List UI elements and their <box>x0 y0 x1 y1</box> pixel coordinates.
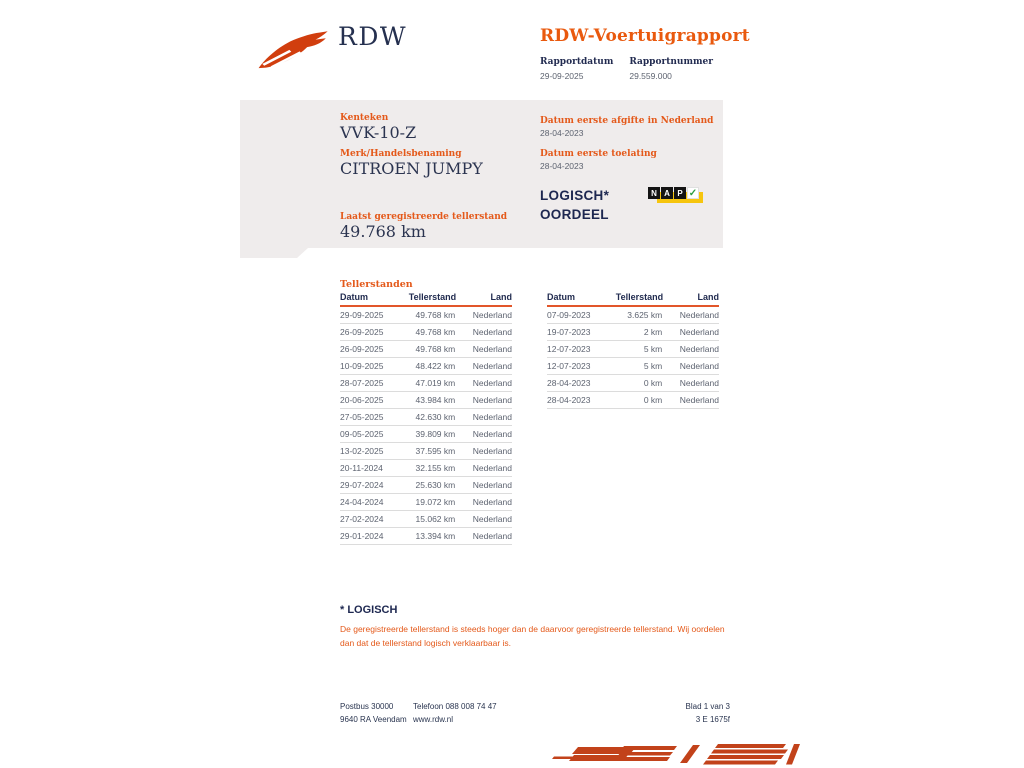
nap-letter-a: A <box>661 187 673 199</box>
rdw-wordmark: RDW <box>338 22 408 51</box>
table-cell: 39.809 km <box>409 426 455 443</box>
report-number-value: 29.559.000 <box>629 71 672 81</box>
table-cell: Nederland <box>455 306 512 324</box>
table-cell: 26-09-2025 <box>340 324 409 341</box>
table-cell: Nederland <box>662 375 719 392</box>
table-cell: 28-07-2025 <box>340 375 409 392</box>
table-cell: 32.155 km <box>409 460 455 477</box>
table-row <box>340 341 512 358</box>
oordeel-line1: LOGISCH* <box>540 188 610 203</box>
table-cell: 19-07-2023 <box>547 324 616 341</box>
table-row <box>340 358 512 375</box>
table-cell: Nederland <box>455 409 512 426</box>
merk-label: Merk/Handelsbenaming <box>340 149 462 159</box>
table-row <box>547 306 719 324</box>
table-cell: 3.625 km <box>616 306 662 324</box>
table-row <box>340 324 512 341</box>
table-row <box>340 426 512 443</box>
panel-corner-tab <box>240 248 308 258</box>
toelating-value: 28-04-2023 <box>540 161 584 171</box>
table-cell: 15.062 km <box>409 511 455 528</box>
table-cell: Nederland <box>455 460 512 477</box>
table-cell: 29-09-2025 <box>340 306 409 324</box>
footer-website: www.rdw.nl <box>413 715 454 724</box>
logisch-footnote <box>340 604 735 650</box>
table-cell: 49.768 km <box>409 341 455 358</box>
report-number-label: Rapportnummer <box>629 57 713 67</box>
table-row <box>340 494 512 511</box>
footer-page-info <box>686 700 730 726</box>
report-date-block <box>540 57 613 81</box>
table-cell: Nederland <box>455 341 512 358</box>
kenteken-label: Kenteken <box>340 113 389 123</box>
table-row <box>547 324 719 341</box>
table-cell: Nederland <box>455 324 512 341</box>
odometer-table-right <box>547 291 719 409</box>
report-date-label: Rapportdatum <box>540 57 614 67</box>
table-cell: 12-07-2023 <box>547 358 616 375</box>
footer-contact <box>413 700 686 726</box>
table-header-row <box>340 291 512 306</box>
table-cell: 48.422 km <box>409 358 455 375</box>
odometer-table-left <box>340 291 512 545</box>
table-row <box>340 392 512 409</box>
footer-page-number: Blad 1 van 3 <box>685 702 730 711</box>
table-cell: Nederland <box>662 306 719 324</box>
table-cell: Nederland <box>455 494 512 511</box>
nap-letter-p: P <box>674 187 686 199</box>
column-header-datum: Datum <box>547 291 616 306</box>
table-row <box>340 511 512 528</box>
column-header-tellerstand: Tellerstand <box>616 291 662 306</box>
table-cell: 49.768 km <box>409 306 455 324</box>
footer-form-code: 3 E 1675f <box>695 715 730 724</box>
footnote-title: * LOGISCH <box>340 604 398 616</box>
tellerstand-label: Laatst geregistreerde tellerstand <box>340 212 508 222</box>
table-cell: 0 km <box>616 375 662 392</box>
table-cell: 20-06-2025 <box>340 392 409 409</box>
table-cell: Nederland <box>455 392 512 409</box>
tellerstand-value: 49.768 km <box>340 222 426 241</box>
table-cell: 29-07-2024 <box>340 477 409 494</box>
merk-value: CITROEN JUMPY <box>340 159 483 178</box>
table-cell: 13-02-2025 <box>340 443 409 460</box>
column-header-tellerstand: Tellerstand <box>409 291 455 306</box>
table-cell: 19.072 km <box>409 494 455 511</box>
table-cell: 25.630 km <box>409 477 455 494</box>
table-cell: Nederland <box>455 375 512 392</box>
oordeel-text <box>540 186 609 224</box>
footer-city: 9640 RA Veendam <box>340 715 407 724</box>
footer-stripes-graphic <box>548 741 800 768</box>
table-cell: Nederland <box>662 341 719 358</box>
table-row <box>547 341 719 358</box>
oordeel-line2: OORDEEL <box>540 207 609 222</box>
footnote-body: De geregistreerde tellerstand is steeds hoger dan de daarvoor geregistreerde tellerstand. Wij oordelen dan dat de tellerstand logisch verklaarbaar is. <box>340 624 725 648</box>
table-cell: 29-01-2024 <box>340 528 409 545</box>
table-cell: 12-07-2023 <box>547 341 616 358</box>
table-cell: Nederland <box>455 426 512 443</box>
table-cell: 0 km <box>616 392 662 409</box>
nap-logo-icon <box>648 187 704 205</box>
table-cell: 24-04-2024 <box>340 494 409 511</box>
footer-postbus: Postbus 30000 <box>340 702 394 711</box>
table-cell: Nederland <box>662 324 719 341</box>
table-row <box>340 443 512 460</box>
table-cell: Nederland <box>455 358 512 375</box>
document-footer <box>340 700 730 726</box>
table-cell: 28-04-2023 <box>547 392 616 409</box>
report-number-block <box>629 57 713 81</box>
table-header-row <box>547 291 719 306</box>
table-cell: Nederland <box>662 392 719 409</box>
table-cell: 5 km <box>616 341 662 358</box>
report-date-value: 29-09-2025 <box>540 71 584 81</box>
afgifte-label: Datum eerste afgifte in Nederland <box>540 116 714 126</box>
afgifte-value: 28-04-2023 <box>540 128 584 138</box>
table-cell: 47.019 km <box>409 375 455 392</box>
toelating-label: Datum eerste toelating <box>540 149 657 159</box>
table-cell: 09-05-2025 <box>340 426 409 443</box>
table-row <box>340 528 512 545</box>
table-row <box>547 358 719 375</box>
report-meta <box>540 57 713 81</box>
table-cell: 43.984 km <box>409 392 455 409</box>
column-header-land: Land <box>455 291 512 306</box>
table-cell: Nederland <box>455 443 512 460</box>
table-cell: 37.595 km <box>409 443 455 460</box>
table-cell: 10-09-2025 <box>340 358 409 375</box>
footer-phone: Telefoon 088 008 74 47 <box>413 702 497 711</box>
table-row <box>340 477 512 494</box>
table-cell: Nederland <box>455 511 512 528</box>
table-cell: 27-05-2025 <box>340 409 409 426</box>
nap-checkmark-icon: ✓ <box>688 187 698 199</box>
table-row <box>547 392 719 409</box>
footer-address <box>340 700 413 726</box>
column-header-land: Land <box>662 291 719 306</box>
tellerstanden-section-title: Tellerstanden <box>340 279 413 290</box>
table-cell: 5 km <box>616 358 662 375</box>
table-row <box>340 375 512 392</box>
page-title: RDW-Voertuigrapport <box>540 26 750 46</box>
table-cell: 26-09-2025 <box>340 341 409 358</box>
table-cell: Nederland <box>662 358 719 375</box>
table-cell: Nederland <box>455 528 512 545</box>
table-cell: 2 km <box>616 324 662 341</box>
table-row <box>340 306 512 324</box>
nap-letter-n: N <box>648 187 660 199</box>
table-row <box>340 460 512 477</box>
vehicle-info-panel <box>240 100 723 248</box>
rdw-bird-logo-icon <box>256 28 334 70</box>
table-cell: 49.768 km <box>409 324 455 341</box>
table-cell: Nederland <box>455 477 512 494</box>
table-cell: 13.394 km <box>409 528 455 545</box>
table-cell: 42.630 km <box>409 409 455 426</box>
table-row <box>340 409 512 426</box>
column-header-datum: Datum <box>340 291 409 306</box>
table-cell: 27-02-2024 <box>340 511 409 528</box>
table-row <box>547 375 719 392</box>
table-cell: 28-04-2023 <box>547 375 616 392</box>
table-cell: 07-09-2023 <box>547 306 616 324</box>
kenteken-value: VVK-10-Z <box>340 123 417 142</box>
table-cell: 20-11-2024 <box>340 460 409 477</box>
